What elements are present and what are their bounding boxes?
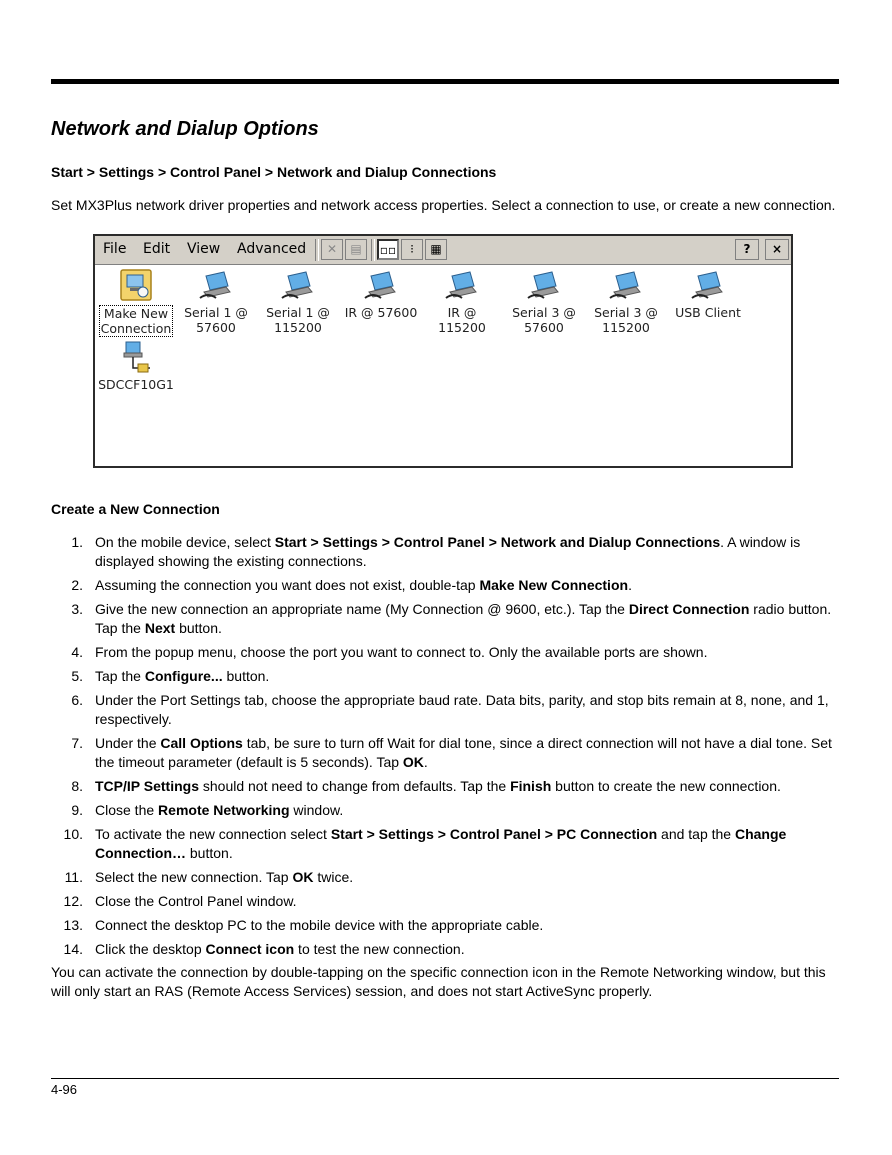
step-number: 12. xyxy=(63,893,83,909)
network-connections-window xyxy=(93,234,793,468)
step-text: . xyxy=(628,577,632,593)
connection-serial-1-115200[interactable] xyxy=(257,270,339,335)
step-emphasis: Connect icon xyxy=(205,941,295,957)
step-text: Close the xyxy=(95,802,159,818)
step-text: tab, be sure to turn off Wait for dial tone, since a direct connection will not have a dial tone. Set the timeout parameter (default is 5 seconds). Tap xyxy=(95,735,832,770)
connection-label: Serial 1 @ 115200 xyxy=(266,305,330,335)
closing-paragraph: You can activate the connection by double-tapping on the specific connection icon in the Remote Networking window, but this will only start an RAS (Remote Access Services) session, and does not start ActiveSync properly. xyxy=(51,964,826,999)
step-text: button. xyxy=(186,845,233,861)
connection-label: IR @ 115200 xyxy=(438,305,486,335)
network-computer-icon xyxy=(526,270,562,302)
step-text: From the popup menu, choose the port you want to connect to. Only the available ports are shown. xyxy=(95,644,708,660)
step-text: . xyxy=(423,754,428,770)
step-emphasis: Configure... xyxy=(144,668,223,684)
step-emphasis: Change Connection… xyxy=(95,826,787,861)
step-item xyxy=(51,868,841,887)
intro-text: Set MX3Plus network driver properties and network access properties. Select a connection to use, or create a new connection. xyxy=(51,197,836,213)
network-computer-icon xyxy=(198,270,234,302)
connection-label: Serial 1 @ 57600 xyxy=(184,305,248,335)
step-item xyxy=(51,691,841,729)
step-number: 4. xyxy=(71,644,83,660)
properties-icon[interactable]: ▤ xyxy=(345,239,367,260)
step-item xyxy=(51,667,841,686)
help-button[interactable]: ? xyxy=(735,239,759,260)
step-text: Under the Port Settings tab, choose the appropriate baud rate. Data bits, parity, and stop bits remain at 8, none, and 1, respectively. xyxy=(95,692,829,727)
step-text: and tap the xyxy=(657,826,735,842)
network-computer-icon xyxy=(690,270,726,302)
step-item xyxy=(51,600,841,638)
top-rule xyxy=(51,79,839,84)
step-item xyxy=(51,940,841,959)
list-view-icon[interactable]: ⁝ xyxy=(401,239,423,260)
step-emphasis: Start > Settings > Control Panel > Network and Dialup Connections xyxy=(274,534,721,550)
network-computer-icon xyxy=(280,270,316,302)
connection-ir-57600[interactable] xyxy=(340,270,422,320)
toolbar-separator xyxy=(371,239,375,261)
connection-label: USB Client xyxy=(675,305,741,320)
connection-ir-115200[interactable] xyxy=(421,270,503,335)
step-item xyxy=(51,801,841,820)
menu-advanced[interactable]: Advanced xyxy=(237,241,307,257)
step-number: 11. xyxy=(64,869,83,885)
large-icons-view-icon[interactable]: ▫▫ xyxy=(377,239,399,260)
connection-label: Make New Connection xyxy=(100,306,172,336)
menu-bar xyxy=(95,236,791,265)
menu-view[interactable]: View xyxy=(187,241,221,257)
step-text: should not need to change from defaults. Tap the xyxy=(198,778,511,794)
step-emphasis: Start > Settings > Control Panel > PC Connection xyxy=(330,826,658,842)
step-item xyxy=(51,892,841,911)
step-text: twice. xyxy=(313,869,354,885)
step-number: 14. xyxy=(63,941,83,957)
connection-label: IR @ 57600 xyxy=(344,305,418,320)
connection-make-new[interactable] xyxy=(95,268,177,337)
section-subheading: Create a New Connection xyxy=(51,501,220,517)
connection-label: Serial 3 @ 57600 xyxy=(512,305,576,335)
network-computer-icon xyxy=(363,270,399,302)
delete-icon[interactable]: ✕ xyxy=(321,239,343,260)
step-text: Select the new connection. Tap xyxy=(95,869,293,885)
step-item xyxy=(51,916,841,935)
step-number: 6. xyxy=(71,692,83,708)
step-text: On the mobile device, select xyxy=(95,534,275,550)
network-adapter-icon xyxy=(118,340,154,374)
connection-sdccf10g1[interactable] xyxy=(95,340,177,392)
step-emphasis: Call Options xyxy=(160,735,243,751)
steps-list xyxy=(51,533,841,964)
step-text: button to create the new connection. xyxy=(551,778,781,794)
step-number: 2. xyxy=(71,577,83,593)
step-text: Close the Control Panel window. xyxy=(95,893,297,909)
step-text: To activate the new connection select xyxy=(95,826,331,842)
make-new-connection-icon xyxy=(119,268,153,302)
step-emphasis: OK xyxy=(402,754,424,770)
navigation-path: Start > Settings > Control Panel > Network and Dialup Connections xyxy=(51,164,497,180)
menu-edit[interactable]: Edit xyxy=(143,241,171,257)
bottom-rule xyxy=(51,1078,839,1079)
connection-label: Serial 3 @ 115200 xyxy=(594,305,658,335)
details-view-icon[interactable]: ▦ xyxy=(425,239,447,260)
step-text: to test the new connection. xyxy=(294,941,465,957)
connection-usb-client[interactable] xyxy=(667,270,749,320)
page-title: Network and Dialup Options xyxy=(51,118,319,140)
step-item xyxy=(51,643,841,662)
step-text: button. xyxy=(222,668,270,684)
step-emphasis: Remote Networking xyxy=(158,802,290,818)
step-text: button. xyxy=(175,620,222,636)
close-button[interactable]: × xyxy=(765,239,789,260)
step-emphasis: Make New Connection xyxy=(479,577,629,593)
step-number: 8. xyxy=(71,778,83,794)
step-number: 1. xyxy=(71,534,83,550)
page-number: 4-96 xyxy=(51,1082,78,1097)
step-number: 9. xyxy=(71,802,83,818)
menu-file[interactable]: File xyxy=(103,241,127,257)
step-item xyxy=(51,734,841,772)
step-number: 10. xyxy=(63,826,83,842)
step-text: . A window is displayed showing the existing connections. xyxy=(95,534,801,569)
step-text: Tap the xyxy=(95,668,145,684)
network-computer-icon xyxy=(608,270,644,302)
step-item xyxy=(51,576,841,595)
connection-serial-1-57600[interactable] xyxy=(175,270,257,335)
connection-serial-3-115200[interactable] xyxy=(585,270,667,335)
step-emphasis: OK xyxy=(292,869,314,885)
step-text: Under the xyxy=(95,735,161,751)
network-computer-icon xyxy=(444,270,480,302)
step-emphasis: Next xyxy=(144,620,176,636)
step-emphasis: Direct Connection xyxy=(628,601,750,617)
step-text: window. xyxy=(289,802,344,818)
toolbar-separator xyxy=(315,239,319,261)
connection-serial-3-57600[interactable] xyxy=(503,270,585,335)
step-item xyxy=(51,777,841,796)
step-number: 13. xyxy=(63,917,83,933)
step-text: Click the desktop xyxy=(95,941,206,957)
step-item xyxy=(51,825,841,863)
step-text: Assuming the connection you want does not exist, double-tap xyxy=(95,577,480,593)
step-item xyxy=(51,533,841,571)
step-number: 3. xyxy=(71,601,83,617)
step-text: Give the new connection an appropriate name (My Connection @ 9600, etc.). Tap the xyxy=(95,601,629,617)
step-text: radio button. Tap the xyxy=(95,601,832,636)
step-emphasis: TCP/IP Settings xyxy=(95,778,199,794)
step-number: 5. xyxy=(71,668,83,684)
step-text: Connect the desktop PC to the mobile device with the appropriate cable. xyxy=(95,917,544,933)
connection-label: SDCCF10G1 xyxy=(98,377,174,392)
step-number: 7. xyxy=(71,735,83,751)
step-emphasis: Finish xyxy=(510,778,552,794)
